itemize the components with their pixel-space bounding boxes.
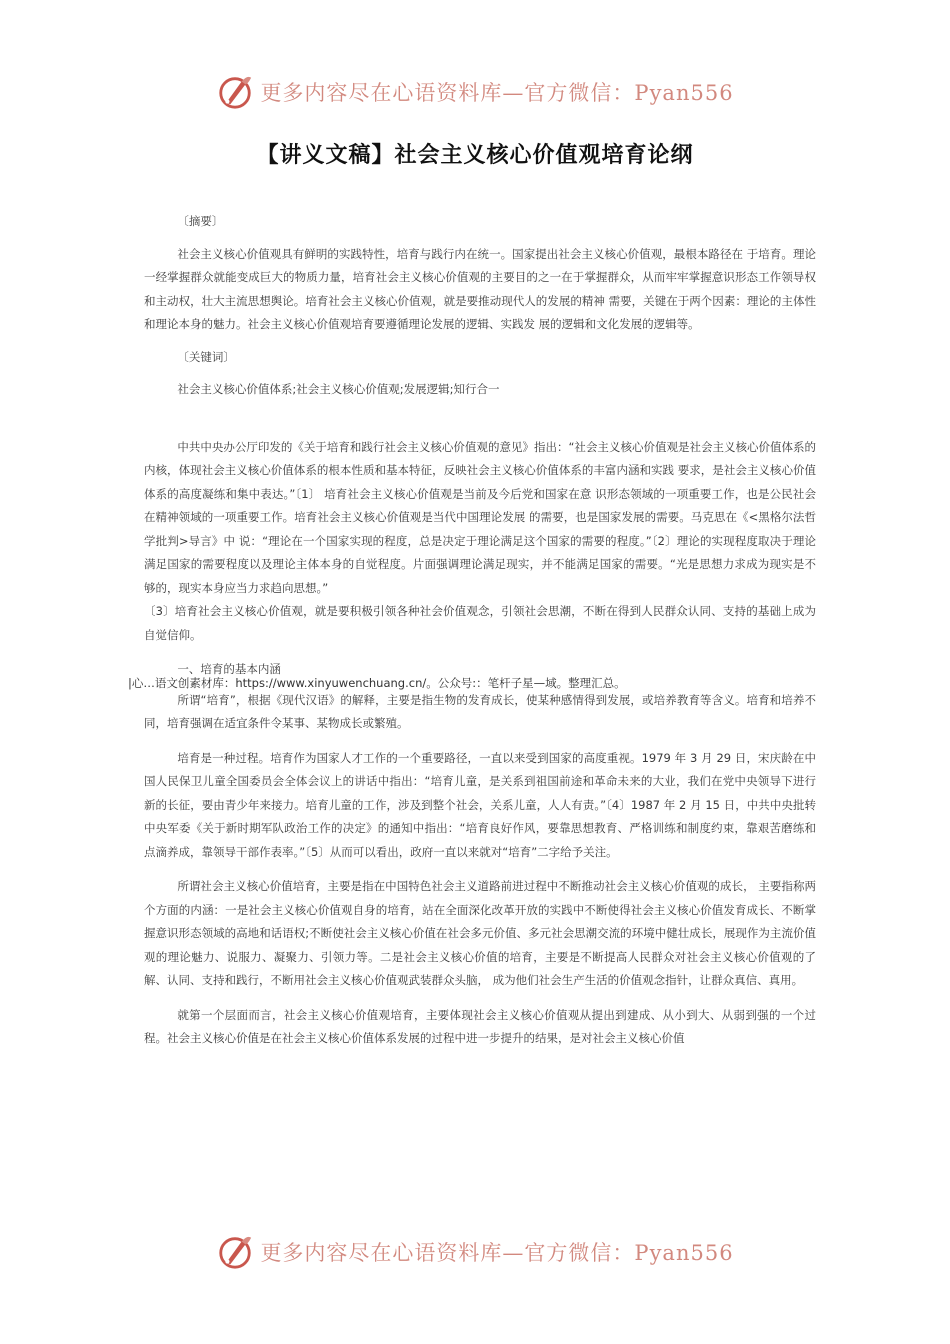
quill-pen-logo-icon xyxy=(216,1233,254,1271)
source-watermark-line: |心…语文创素材库：https://www.xinyuwenchuang.cn/。公众号:：笔杆子星—域。整理汇总。 xyxy=(128,675,626,690)
document-body xyxy=(128,210,816,1051)
body-paragraph-1-continued: 〔3〕培育社会主义核心价值观，就是要积极引领各种社会价值观念，引领社会思潮，不断在得到人民群众认同、支持的基础上成为自觉信仰。 xyxy=(144,604,816,642)
banner-text: 更多内容尽在心语资料库—官方微信：Pyan556 xyxy=(260,81,734,105)
abstract-label: 〔摘要〕 xyxy=(177,214,224,228)
page-title: 【讲义文稿】社会主义核心价值观培育论纲 xyxy=(256,143,694,168)
body-paragraph-4: 所谓社会主义核心价值培育，主要是指在中国特色社会主义道路前进过程中不断推动社会主义核心价值观的成长， 主要指称两个方面的内涵：一是社会主义核心价值观自身的培育，站在全面深化改革开放的实践中不断使得社会主义核心价值发育成长、不断掌握意识形态领域的高地和话语权;不断使社会主义核心价值在社会多元价值、多元社会思潮交流的环境中健壮成长，展现作为主流价值观的理论魅力、说服力、凝聚力、引领力等。二是社会主义核心价值的培育，主要是不断提高人民群众对社会主义核心价值观的了解、认同、支持和践行，不断用社会主义核心价值观武装群众头脑， 成为他们社会生产生活的价值观念指针，让群众真信、真用。 xyxy=(144,879,816,987)
header-banner xyxy=(0,72,950,112)
body-paragraph-5: 就第一个层面而言，社会主义核心价值观培育，主要体现社会主义核心价值观从提出到建成、从小到大、从弱到强的一个过程。社会主义核心价值是在社会主义核心价值体系发展的过程中进一步提升的结果，是对社会主义核心价值 xyxy=(144,1007,816,1045)
banner-text: 更多内容尽在心语资料库—官方微信：Pyan556 xyxy=(260,1241,734,1265)
keywords-text: 社会主义核心价值体系;社会主义核心价值观;发展逻辑;知行合一 xyxy=(177,382,500,396)
body-paragraph-3: 培育是一种过程。培育作为国家人才工作的一个重要路径，一直以来受到国家的高度重视。1979 年 3 月 29 日，宋庆龄在中国人民保卫儿童全国委员会全体会议上的讲话中指出：“培育儿童，是关系到祖国前途和革命未来的大业，我们在党中央领导下进行新的长征，要由青少年来接力。培育儿童的工作，涉及到整个社会，关系儿童，人人有责。”〔4〕1987 年 2 月 15 日，中共中央批转中央军委《关于新时期军队政治工作的决定》的通知中指出：“培育良好作风，要靠思想教育、严格训练和制度约束，靠艰苦磨练和点滴养成，靠领导干部作表率。”〔5〕从而可以看出，政府一直以来就对“培育”二字给予关注。 xyxy=(144,750,816,859)
section-heading-1: 一、培育的基本内涵 xyxy=(177,662,281,676)
body-paragraph-2: 所谓“培育”，根据《现代汉语》的解释，主要是指生物的发育成长，使某种感情得到发展，或培养教育等含义。培育和培养不同，培育强调在适宜条件令某事、某物成长或繁殖。 xyxy=(144,692,816,730)
abstract-paragraph: 社会主义核心价值观具有鲜明的实践特性，培育与践行内在统一。国家提出社会主义核心价值观，最根本路径在 于培育。理论一经掌握群众就能变成巨大的物质力量，培育社会主义核心价值观的主要目的之一在于掌握群众，从而牢牢掌握意识形态工作领导权和主动权，壮大主流思想舆论。培育社会主义核心价值观，就是要推动现代人的发展的精神 需要，关键在于两个因素：理论的主体性和理论本身的魅力。社会主义核心价值观培育要遵循理论发展的逻辑、实践发 展的逻辑和文化发展的逻辑等。 xyxy=(144,246,816,331)
keywords-label: 〔关键词〕 xyxy=(177,349,235,364)
quill-pen-logo-icon xyxy=(216,73,254,111)
body-paragraph-1: 中共中央办公厅印发的《关于培育和践行社会主义核心价值观的意见》指出：“社会主义核心价值观是社会主义核心价值体系的内核，体现社会主义核心价值体系的根本性质和基本特征，反映社会主义核心价值体系的丰富内涵和实践 要求，是社会主义核心价值体系的高度凝练和集中表达。”〔1〕 培育社会主义核心价值观是当前及今后党和国家在意 识形态领域的一项重要工作，也是公民社会在精神领域的一项重要工作。培育社会主义核心价值观是当代中国理论发展 的需要，也是国家发展的需要。马克思在《<黑格尔法哲学批判>导言》中 说：“理论在一个国家实现的程度，总是决定于理论满足这个国家的需要的程度。”〔2〕理论的实现程度取决于理论满足国家的需要程度以及理论主体本身的自觉程度。片面强调理论满足现实，并不能满足国家的需要。“光是思想力求成为现实是不够的，现实本身应当力求趋向思想。” xyxy=(144,439,816,595)
footer-banner xyxy=(0,1232,950,1272)
